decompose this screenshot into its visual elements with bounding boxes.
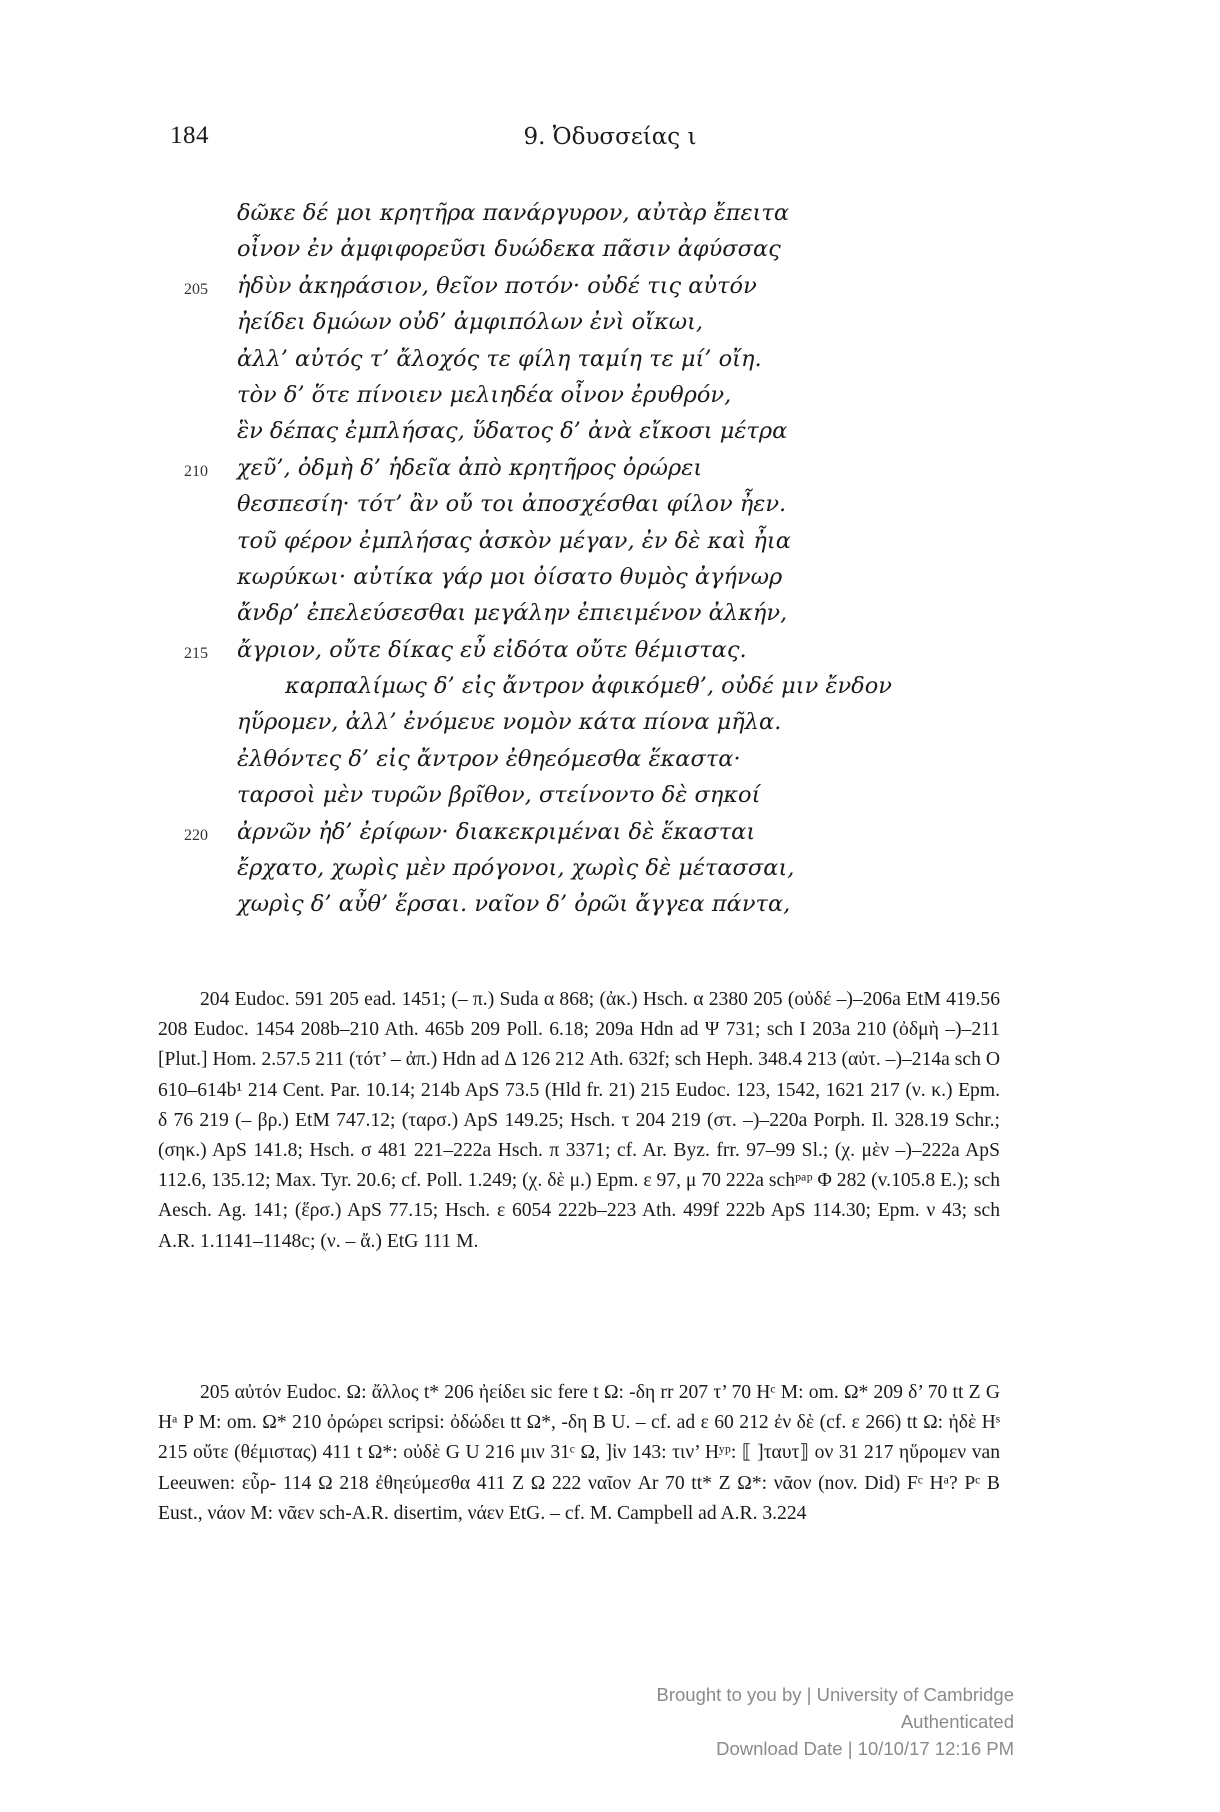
running-title: 9. Ὀδυσσείας ι <box>523 124 697 150</box>
verse-text: ἐλθόντες δ’ εἰς ἄντρον ἐθηεόμεσθα ἕκαστα· <box>237 745 741 772</box>
line-number: 210 <box>184 462 208 480</box>
verse-text: ἓν δέπας ἐμπλήσας, ὕδατος δ’ ἀνὰ εἴκοσι μέτρα <box>237 418 788 445</box>
footer-provider: Brought to you by | University of Cambridge <box>656 1684 1014 1705</box>
verse-line <box>0 746 1220 782</box>
verse-line <box>0 855 1220 891</box>
footer-download-date: Download Date | 10/10/17 12:16 PM <box>716 1738 1014 1759</box>
verse-text: καρπαλίμως δ’ εἰς ἄντρον ἀφικόμεθ’, οὐδέ μιν ἔνδον <box>285 673 892 700</box>
footer-authenticated: Authenticated <box>900 1711 1014 1732</box>
verse-text: οἶνον ἐν ἀμφιφορεῦσι δυώδεκα πᾶσιν ἀφύσσας <box>237 236 781 263</box>
verse-text: θεσπεσίη· τότ’ ἂν οὔ τοι ἀποσχέσθαι φίλον ἦεν. <box>237 491 787 518</box>
verse-text: ἔρχατο, χωρὶς μὲν πρόγονοι, χωρὶς δὲ μέτασσαι, <box>237 855 795 882</box>
verse-line <box>0 273 1220 309</box>
verse-line <box>0 564 1220 600</box>
verse-text: τοῦ φέρον ἐμπλήσας ἀσκὸν μέγαν, ἐν δὲ καὶ ἦια <box>237 527 791 554</box>
verse-text: χωρὶς δ’ αὖθ’ ἕρσαι. ναῖον δ’ ὀρῶι ἄγγεα πάντα, <box>237 891 791 918</box>
verse-text: κωρύκωι· αὐτίκα γάρ μοι ὀίσατο θυμὸς ἀγήνωρ <box>237 563 783 590</box>
apparatus-criticus-text: 205 αὐτόν Eudoc. Ω: ἄλλος t* 206 ἠείδει sic fere t Ω: -δη rr 207 τ’ 70 Hᶜ M: om. Ω* 209 δ’ 70 tt Z G Hᵃ P M: om. Ω* 210 ὀρώρει scripsi: ὀδώδει tt Ω*, -δη B U. – cf. ad ε 60 212 ἐν δὲ (cf. ε 266) tt Ω: ἠδὲ Hˢ 215 οὔτε (θέμιστας) 411 t Ω*: οὐδὲ G U 216 μιν 31ᶜ Ω, ]ἰν 143: τιν’ Hʸᵖ: ⟦ ]ταυτ⟧ ον 31 217 ηὕρομεν van Leeuwen: εὗρ- 114 Ω 218 ἐθηεύμεσθα 411 Z Ω 222 ναῖον Ar 70 tt* Z Ω*: νᾶον (nov. Did) Fᶜ Hᵃ? Pᶜ B Eust., νάον M: νᾶεν sch-A.R. disertim, νάεν EtG. – cf. M. Campbell ad A.R. 3.224 <box>158 1382 1000 1524</box>
verse-line <box>0 528 1220 564</box>
verse-text: ἠείδει δμώων οὐδ’ ἀμφιπόλων ἐνὶ οἴκωι, <box>237 309 704 336</box>
verse-text: δῶκε δέ μοι κρητῆρα πανάργυρον, αὐτὰρ ἔπειτα <box>237 200 790 226</box>
verse-line <box>0 455 1220 491</box>
verse-text: ταρσοὶ μὲν τυρῶν βρῖθον, στείνοντο δὲ σηκοί <box>237 782 761 809</box>
verse-text: χεῦ’, ὀδμὴ δ’ ἡδεῖα ἀπὸ κρητῆρος ὀρώρει <box>237 454 703 481</box>
testimonia-apparatus <box>158 985 1000 1257</box>
verse-block <box>0 200 1220 928</box>
verse-line <box>0 637 1220 673</box>
verse-line <box>0 346 1220 382</box>
critical-apparatus <box>158 1378 1000 1529</box>
verse-text: ἀρνῶν ἠδ’ ἐρίφων· διακεκριμέναι δὲ ἕκασται <box>237 818 756 845</box>
line-number: 215 <box>184 644 208 662</box>
verse-text: τὸν δ’ ὅτε πίνοιεν μελιηδέα οἶνον ἐρυθρόν, <box>237 381 732 408</box>
verse-text: ἄνδρ’ ἐπελεύσεσθαι μεγάλην ἐπιειμένον ἀλκήν, <box>237 600 788 627</box>
testimonia-text: 204 Eudoc. 591 205 ead. 1451; (– π.) Suda α 868; (ἀκ.) Hsch. α 2380 205 (οὐδέ –)–206a EtM 419.56 208 Eudoc. 1454 208b–210 Ath. 465b 209 Poll. 6.18; 209a Hdn ad Ψ 731; sch I 203a 210 (ὀδμὴ –)–211 [Plut.] Hom. 2.57.5 211 (τότ’ – ἀπ.) Hdn ad Δ 126 212 Ath. 632f; sch Heph. 348.4 213 (αὐτ. –)–214a sch O 610–614b¹ 214 Cent. Par. 10.14; 214b ApS 73.5 (Hld fr. 21) 215 Eudoc. 123, 1542, 1621 217 (ν. κ.) Epm. δ 76 219 (– βρ.) EtM 747.12; (ταρσ.) ApS 149.25; Hsch. τ 204 219 (στ. –)–220a Porph. Il. 328.19 Schr.; (σηκ.) ApS 141.8; Hsch. σ 481 221–222a Hsch. π 3371; cf. Ar. Byz. frr. 97–99 Sl.; (χ. μὲν –)–222a ApS 112.6, 135.12; Max. Tyr. 20.6; cf. Poll. 1.249; (χ. δὲ μ.) Epm. ε 97, μ 70 222a schᵖᵃᵖ Φ 282 (v.105.8 E.); sch Aesch. Ag. 141; (ἕρσ.) ApS 77.15; Hsch. ε 6054 222b–223 Ath. 499f 222b ApS 114.30; Epm. ν 43; sch A.R. 1.1141–1148c; (ν. – ἄ.) EtG 111 M. <box>158 989 1000 1252</box>
verse-line <box>0 673 1220 709</box>
verse-text: ἡδὺν ἀκηράσιον, θεῖον ποτόν· οὐδέ τις αὐτόν <box>237 272 757 299</box>
verse-line <box>0 782 1220 818</box>
verse-line <box>0 236 1220 272</box>
verse-line <box>0 200 1220 236</box>
verse-line <box>0 819 1220 855</box>
verse-text: ηὕρομεν, ἀλλ’ ἐνόμευε νομὸν κάτα πίονα μῆλα. <box>237 709 782 736</box>
verse-line <box>0 709 1220 745</box>
verse-line <box>0 382 1220 418</box>
page-number: 184 <box>170 122 209 149</box>
verse-line <box>0 600 1220 636</box>
verse-text: ἄγριον, οὔτε δίκας εὖ εἰδότα οὔτε θέμιστας. <box>237 636 747 663</box>
access-footer <box>657 1681 1015 1762</box>
line-number: 205 <box>184 280 208 298</box>
verse-line <box>0 891 1220 927</box>
verse-line <box>0 418 1220 454</box>
verse-text: ἀλλ’ αὐτός τ’ ἄλοχός τε φίλη ταμίη τε μί’ οἴη. <box>237 345 762 372</box>
verse-line <box>0 309 1220 345</box>
verse-line <box>0 491 1220 527</box>
line-number: 220 <box>184 826 208 844</box>
